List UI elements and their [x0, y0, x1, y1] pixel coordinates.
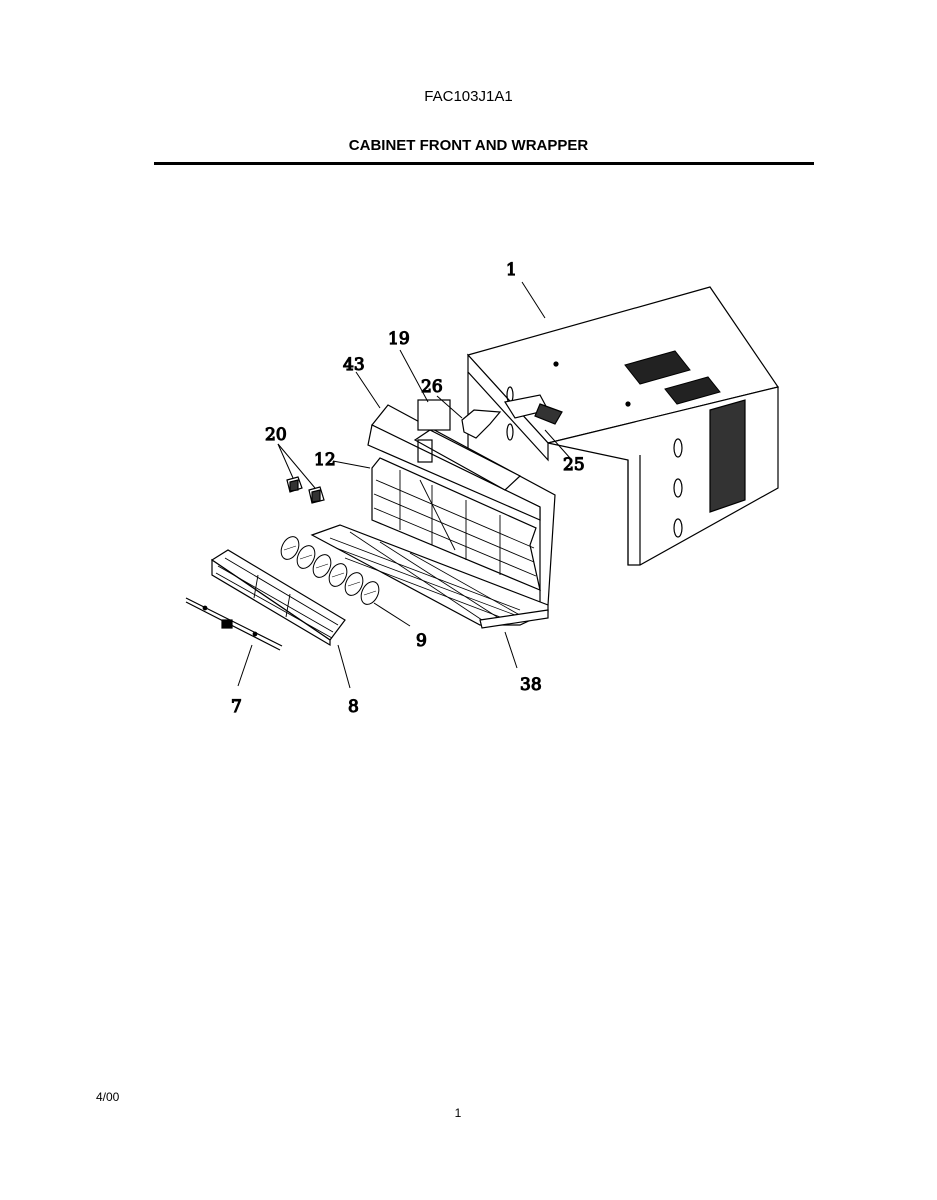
callout-9: 9: [416, 631, 427, 651]
section-title: CABINET FRONT AND WRAPPER: [348, 137, 589, 154]
callout-38: 38: [520, 675, 542, 695]
callout-8: 8: [348, 697, 359, 717]
callout-25: 25: [563, 455, 585, 475]
model-number: FAC103J1A1: [424, 88, 513, 105]
callout-1: 1: [506, 260, 517, 280]
part-air-deflector: [212, 550, 345, 645]
part-knobs: [287, 477, 324, 503]
callout-43: 43: [343, 355, 365, 375]
callout-20: 20: [265, 425, 287, 445]
callout-7: 7: [231, 697, 242, 717]
callout-12: 12: [314, 450, 336, 470]
page-number: 1: [454, 1106, 462, 1120]
revision-date: 4/00: [96, 1090, 120, 1104]
callout-19: 19: [388, 329, 410, 349]
callout-26: 26: [421, 377, 443, 397]
